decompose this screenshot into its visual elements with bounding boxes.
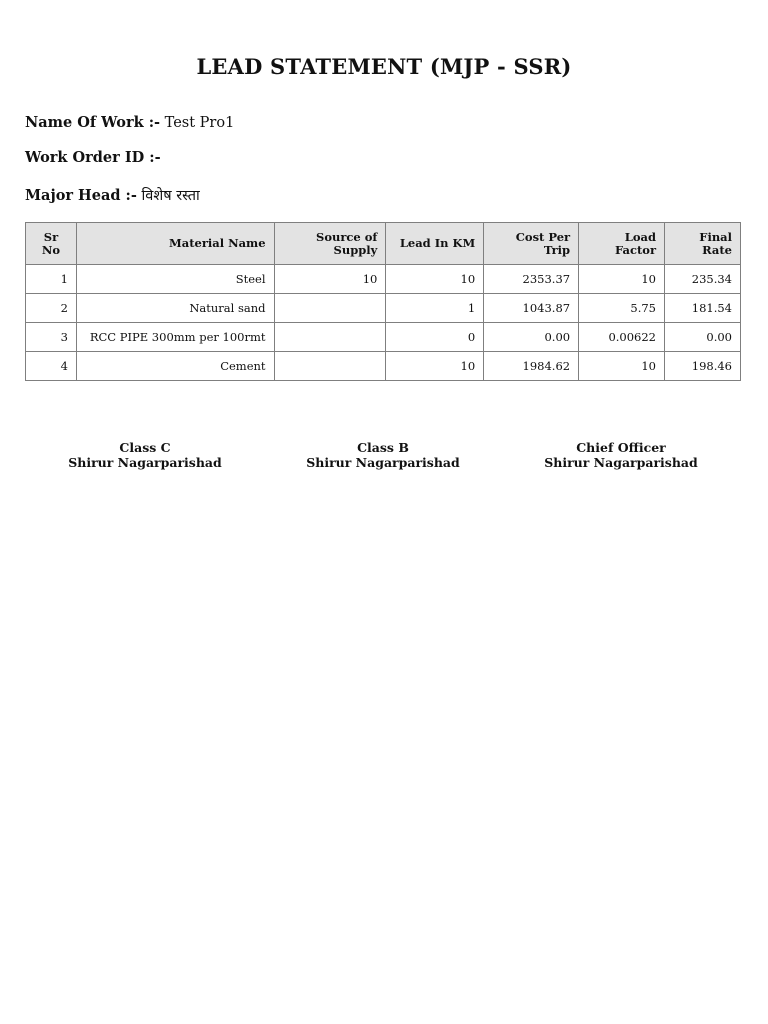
table-row (26, 323, 741, 352)
signatory-office: Shirur Nagarparishad (544, 454, 698, 470)
table-row (26, 352, 741, 381)
cell-load-factor: 10 (579, 352, 665, 381)
signatory-office: Shirur Nagarparishad (68, 454, 222, 470)
cell-lead-in-km: 1 (386, 294, 484, 323)
signatory-class-b (283, 441, 483, 470)
cell-material-name: RCC PIPE 300mm per 100rmt (76, 323, 274, 352)
work-order-id-line (25, 149, 161, 166)
cell-final-rate: 235.34 (665, 265, 741, 294)
cell-lead-in-km: 0 (386, 323, 484, 352)
cell-material-name: Cement (76, 352, 274, 381)
header-lead-in-km: Lead In KM (386, 223, 484, 265)
lead-statement-table (25, 222, 741, 381)
major-head-label: Major Head :- (25, 187, 137, 204)
name-of-work-label: Name Of Work :- (25, 114, 161, 131)
major-head-line (25, 185, 200, 205)
cell-lead-in-km: 10 (386, 352, 484, 381)
cell-load-factor: 0.00622 (579, 323, 665, 352)
cell-final-rate: 198.46 (665, 352, 741, 381)
cell-source-of-supply: 10 (274, 265, 386, 294)
page-title: LEAD STATEMENT (MJP - SSR) (196, 54, 572, 79)
cell-sr-no: 1 (26, 265, 77, 294)
major-head-value: विशेष रस्ता (141, 188, 200, 204)
header-sr-no: Sr No (26, 223, 77, 265)
cell-cost-per-trip: 0.00 (484, 323, 579, 352)
cell-lead-in-km: 10 (386, 265, 484, 294)
header-material-name: Material Name (76, 223, 274, 265)
cell-material-name: Steel (76, 265, 274, 294)
cell-sr-no: 2 (26, 294, 77, 323)
signatory-designation: Class B (357, 440, 409, 455)
signatory-chief-officer (521, 441, 721, 470)
cell-final-rate: 0.00 (665, 323, 741, 352)
header-cost-per-trip: Cost Per Trip (484, 223, 579, 265)
cell-load-factor: 10 (579, 265, 665, 294)
signatory-designation: Class C (119, 440, 171, 455)
cell-source-of-supply (274, 294, 386, 323)
name-of-work-line (25, 114, 234, 131)
cell-sr-no: 4 (26, 352, 77, 381)
cell-source-of-supply (274, 323, 386, 352)
cell-final-rate: 181.54 (665, 294, 741, 323)
work-order-id-label: Work Order ID :- (25, 149, 161, 166)
cell-cost-per-trip: 1043.87 (484, 294, 579, 323)
cell-material-name: Natural sand (76, 294, 274, 323)
table-row (26, 265, 741, 294)
signatory-office: Shirur Nagarparishad (306, 454, 460, 470)
table-row (26, 294, 741, 323)
cell-cost-per-trip: 1984.62 (484, 352, 579, 381)
signatory-designation: Chief Officer (576, 440, 666, 455)
cell-source-of-supply (274, 352, 386, 381)
cell-load-factor: 5.75 (579, 294, 665, 323)
header-source-of-supply: Source of Supply (274, 223, 386, 265)
header-final-rate: Final Rate (665, 223, 741, 265)
name-of-work-value: Test Pro1 (164, 115, 235, 131)
cell-cost-per-trip: 2353.37 (484, 265, 579, 294)
table-header-row (26, 223, 741, 265)
cell-sr-no: 3 (26, 323, 77, 352)
header-load-factor: Load Factor (579, 223, 665, 265)
signatory-class-c (45, 441, 245, 470)
